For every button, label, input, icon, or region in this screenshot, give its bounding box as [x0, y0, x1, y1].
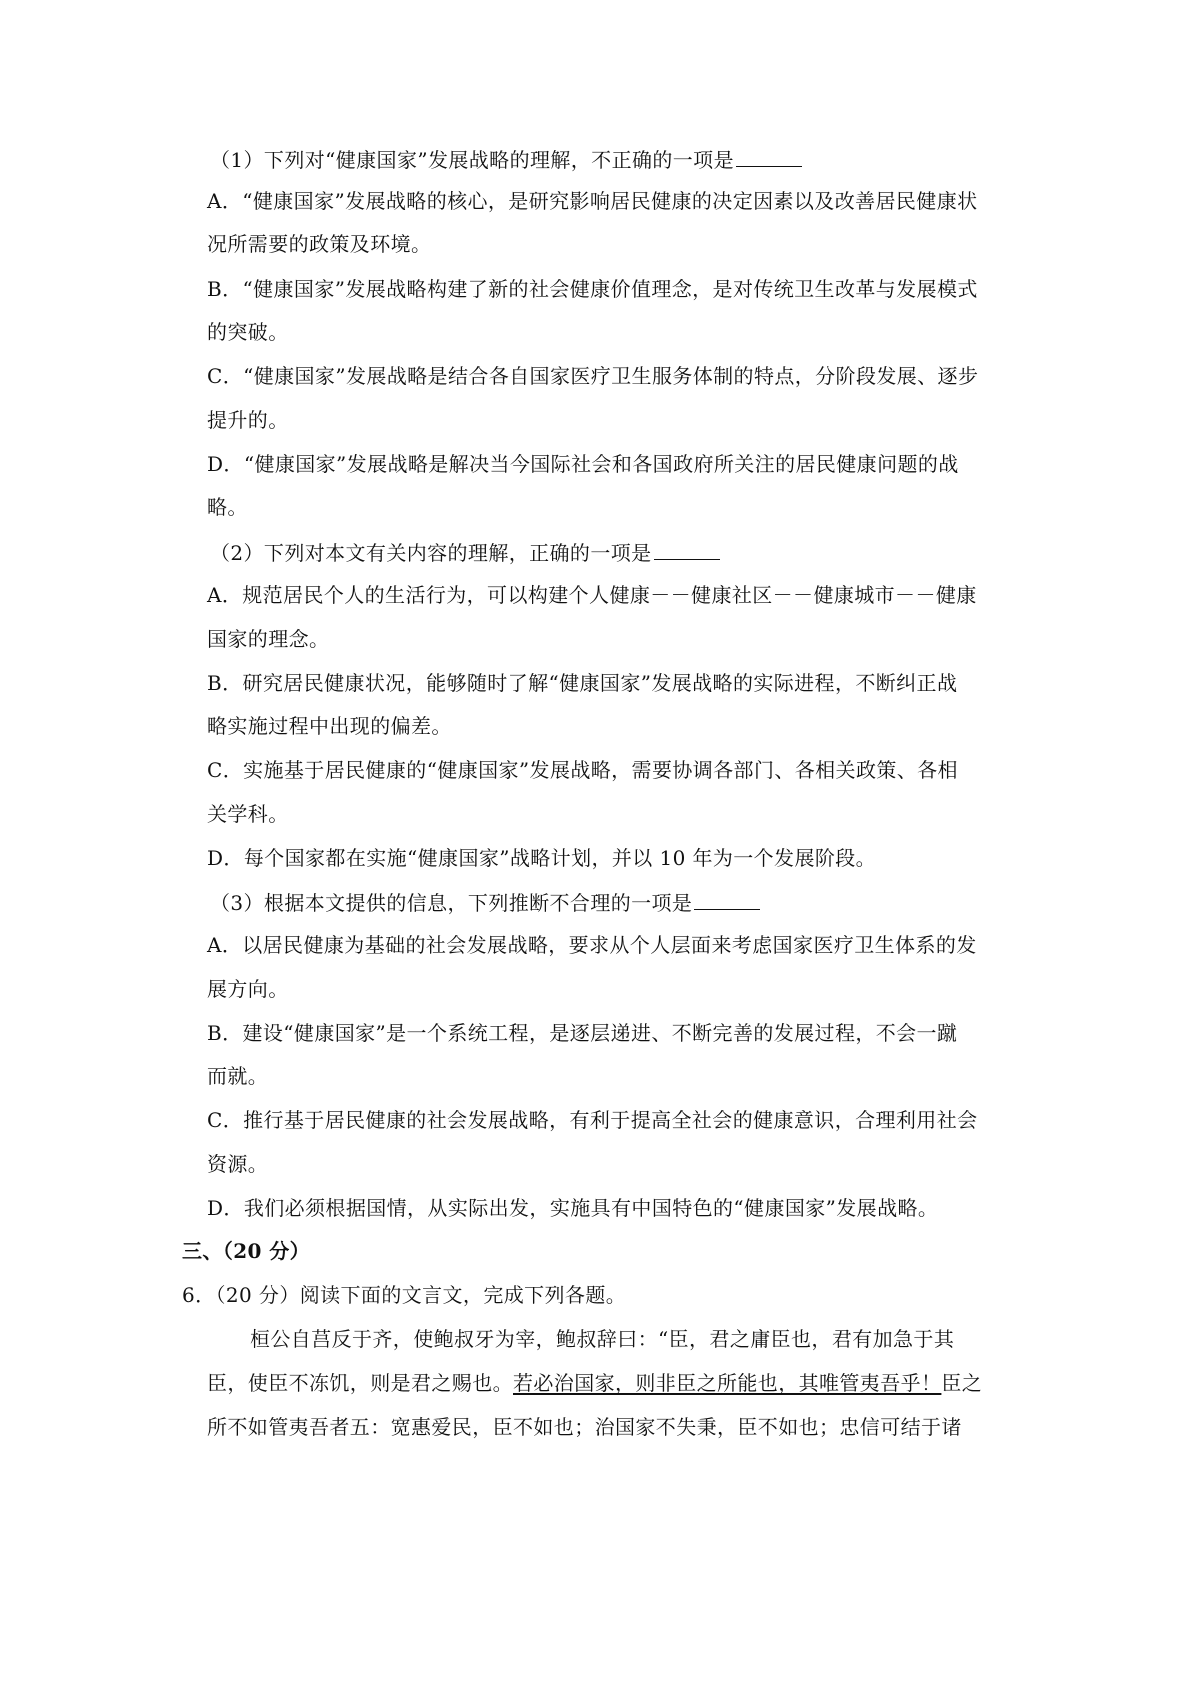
q2-option-c-line2: 关学科。	[207, 802, 289, 826]
q1-option-a-line1: A．“健康国家”发展战略的核心，是研究影响居民健康的决定因素以及改善居民健康状	[207, 189, 978, 213]
q3-option-d-line1: D．我们必须根据国情，从实际出发，实施具有中国特色的“健康国家”发展战略。	[207, 1196, 939, 1220]
underlined-sentence: 若必治国家，则非臣之所能也，其唯管夷吾乎！	[513, 1371, 942, 1395]
question-1-stem	[210, 146, 802, 172]
q3-option-c-line2: 资源。	[207, 1152, 269, 1176]
passage-line-2-lead: 臣，使臣不冻饥，则是君之赐也。	[207, 1371, 513, 1395]
q1-option-b-line1: B．“健康国家”发展战略构建了新的社会健康价值理念，是对传统卫生改革与发展模式	[207, 277, 978, 301]
question-2-stem-text: （2）下列对本文有关内容的理解，正确的一项是	[210, 541, 652, 565]
q3-option-c-line1: C．推行基于居民健康的社会发展战略，有利于提高全社会的健康意识，合理利用社会	[207, 1108, 978, 1132]
q2-option-d-line1: D．每个国家都在实施“健康国家”战略计划，并以 10 年为一个发展阶段。	[207, 846, 877, 870]
section-heading: 三、（20 分）	[182, 1239, 310, 1263]
question-3-stem	[210, 889, 760, 915]
q1-option-c-line2: 提升的。	[207, 408, 289, 432]
q2-option-b-line2: 略实施过程中出现的偏差。	[207, 714, 452, 738]
q1-option-d-line2: 略。	[207, 495, 248, 519]
q1-option-b-line2: 的突破。	[207, 320, 289, 344]
question-6-stem: 6．（20 分）阅读下面的文言文，完成下列各题。	[182, 1283, 627, 1307]
q2-option-a-line2: 国家的理念。	[207, 627, 330, 651]
question-1-stem-text: （1）下列对“健康国家”发展战略的理解，不正确的一项是	[210, 148, 734, 172]
answer-blank	[694, 889, 760, 910]
question-3-stem-text: （3）根据本文提供的信息，下列推断不合理的一项是	[210, 891, 693, 915]
q3-option-a-line2: 展方向。	[207, 977, 289, 1001]
passage-line-3: 所不如管夷吾者五：宽惠爱民，臣不如也；治国家不失秉，臣不如也；忠信可结于诸	[207, 1415, 962, 1439]
answer-blank	[736, 146, 802, 167]
q2-option-b-line1: B．研究居民健康状况，能够随时了解“健康国家”发展战略的实际进程，不断纠正战	[207, 671, 958, 695]
answer-blank	[654, 539, 720, 560]
q1-option-a-line2: 况所需要的政策及环境。	[207, 232, 432, 256]
passage-line-1: 桓公自莒反于齐，使鲍叔牙为宰，鲍叔辞曰：“臣，君之庸臣也，君有加急于其	[250, 1327, 955, 1351]
passage-line-2	[207, 1371, 982, 1395]
q3-option-b-line2: 而就。	[207, 1064, 269, 1088]
q2-option-a-line1: A．规范居民个人的生活行为，可以构建个人健康－－健康社区－－健康城市－－健康	[207, 583, 977, 607]
q3-option-a-line1: A．以居民健康为基础的社会发展战略，要求从个人层面来考虑国家医疗卫生体系的发	[207, 933, 977, 957]
q1-option-d-line1: D．“健康国家”发展战略是解决当今国际社会和各国政府所关注的居民健康问题的战	[207, 452, 959, 476]
q2-option-c-line1: C．实施基于居民健康的“健康国家”发展战略，需要协调各部门、各相关政策、各相	[207, 758, 958, 782]
question-2-stem	[210, 539, 720, 565]
passage-line-2-tail: 臣之	[941, 1371, 983, 1395]
q1-option-c-line1: C．“健康国家”发展战略是结合各自国家医疗卫生服务体制的特点，分阶段发展、逐步	[207, 364, 979, 388]
q3-option-b-line1: B．建设“健康国家”是一个系统工程，是逐层递进、不断完善的发展过程，不会一蹴	[207, 1021, 958, 1045]
